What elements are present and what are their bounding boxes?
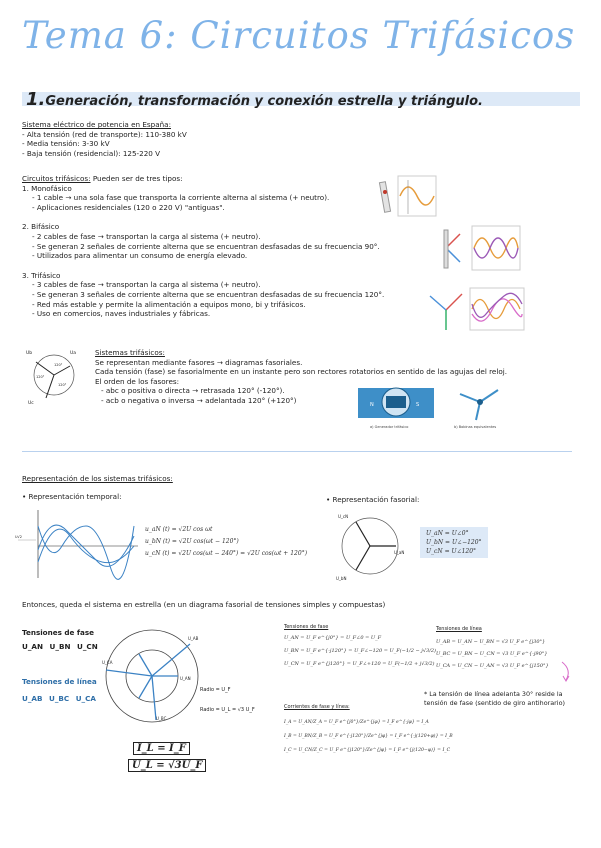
estrella-note: * La tensión de línea adelanta 30° reside la tensión de fase (sentido de giro antihorario)	[424, 690, 565, 707]
section-heading	[26, 89, 483, 110]
corriente-formula: I_B = U_BN/Z_B = U_F e^{-j120°}/Ze^{jφ} = I_F e^{-j(120+φ)} = I_B	[284, 734, 453, 739]
svg-text:S: S	[416, 402, 420, 408]
svg-text:U_aN: U_aN	[394, 550, 405, 555]
temporal-eq: u_bN (t) = √2U cos(ωt − 120°)	[145, 538, 239, 545]
box-current-text: I_L = I_F	[133, 742, 190, 755]
coils-figure	[446, 380, 516, 432]
fasor-eq: U_bN = U∠−120°	[426, 539, 482, 546]
mono-line: - 1 cable → una sola fase que transporta la corriente alterna al sistema (+ neutro).	[32, 193, 330, 203]
spain-line: - Baja tensión (residencial): 125-220 V	[22, 148, 161, 158]
star-phasor-diagram	[100, 622, 210, 726]
monofasico-figure	[378, 174, 438, 220]
svg-text:U√2: U√2	[15, 535, 23, 539]
corrientes-formulas	[284, 716, 453, 758]
fasor-eq: U_aN = U∠0°	[426, 530, 469, 537]
linea-items	[22, 694, 96, 704]
tri-line: - Uso en comercios, naves industriales y fábricas.	[32, 309, 211, 319]
fase-formula: U_AN = U_F e^{j0°} = U_F∠0 = U_F	[284, 635, 382, 641]
mono-line: - Aplicaciones residenciales (120 o 220 V) "antiguas".	[32, 202, 225, 212]
linea-item: U_CA	[75, 694, 96, 703]
spain-line: - Media tensión: 3-30 kV	[22, 139, 110, 149]
sistemas-line: - acb o negativa o inversa → adelantada 120° (+120°)	[101, 395, 297, 405]
bi-title: 2. Bifásico	[22, 222, 60, 232]
tri-line: - Se generan 3 señales de corriente alterna que se encuentran desfasadas de su frecuencia 120°.	[32, 289, 385, 299]
phasor-label: 120°	[36, 375, 45, 379]
linea-formulas	[436, 636, 549, 672]
phasor-label: Uc	[28, 401, 34, 406]
linea-formula: U_CA = U_CN − U_AN = √3 U_F e^{j150°}	[436, 663, 549, 669]
fase-formulas	[284, 632, 436, 671]
fase-formulas-title: Tensiones de fase	[284, 624, 329, 630]
phasor-label: 120°	[54, 363, 63, 367]
mono-title: 1. Monofásico	[22, 183, 72, 193]
fase-formula: U_BN = U_F e^{-j120°} = U_F∠−120 = U_F(−1/2 − j√3/2)	[284, 648, 437, 654]
types-heading: Circuitos trifásicos:	[22, 174, 91, 183]
phasor-label: Ub	[26, 351, 33, 356]
linea-formula: U_AB = U_AN − U_BN = √3 U_F e^{j30°}	[436, 639, 546, 645]
repr-fasorial-label: • Representación fasorial:	[326, 495, 420, 504]
corriente-formula: I_C = U_CN/Z_C = U_F e^{j120°}/Ze^{jφ} = I_F e^{j(120−φ)} = I_C	[284, 748, 451, 753]
svg-text:U_bN: U_bN	[336, 576, 347, 581]
tri-line: - Red más estable y permite la alimentación a equipos mono, bi y trifásicos.	[32, 299, 306, 309]
linea-formula: U_BC = U_BN − U_CN = √3 U_F e^{-j90°}	[436, 651, 548, 657]
corrientes-title: Corrientes de fase y línea:	[284, 704, 350, 710]
sistemas-line: - abc o positiva o directa → retrasada 120° (-120°).	[101, 386, 285, 396]
linea-item: U_BC	[49, 694, 70, 703]
fase-items	[22, 642, 98, 652]
temporal-waves-figure	[14, 506, 140, 582]
bi-line: - Utilizados para alimentar un consumo de energía elevado.	[32, 251, 248, 261]
fase-item: U_CN	[76, 642, 98, 651]
fase-item: U_BN	[49, 642, 71, 651]
radio-fase: Radio = U_F	[200, 687, 231, 693]
bi-line: - Se generan 2 señales de corriente alterna que se encuentran desfasadas de su frecuencia 90°.	[32, 241, 380, 251]
bi-line: - 2 cables de fase → transportan la carga al sistema (+ neutro).	[32, 231, 261, 241]
sistemas-line: El orden de los fasores:	[95, 376, 180, 386]
linea-title: Tensiones de línea	[22, 677, 97, 686]
phasor-label: Ua	[70, 351, 77, 356]
types-heading-rest: Pueden ser de tres tipos:	[90, 174, 183, 183]
tri-title: 3. Trifásico	[22, 270, 61, 280]
page-title: Tema 6: Circuitos Trifásicos	[22, 14, 576, 57]
temporal-equations	[145, 524, 307, 560]
repr-temporal-label: • Representación temporal:	[22, 492, 122, 501]
fase-title: Tensiones de fase	[22, 628, 95, 637]
section-heading-text: Generación, transformación y conexión estrella y triángulo.	[45, 94, 483, 109]
linea-item: U_AB	[22, 694, 43, 703]
spain-line: - Alta tensión (red de transporte): 110-380 kV	[22, 129, 187, 139]
tri-line: - 3 cables de fase → transportan la carga al sistema (+ neutro).	[32, 280, 261, 290]
corriente-formula: I_A = U_AN/Z_A = U_F e^{j0°}/Ze^{jφ} = I_F e^{-jφ} = I_A	[284, 720, 429, 725]
svg-text:U_CA: U_CA	[102, 660, 113, 665]
phasor-diagram-repr	[330, 508, 410, 584]
estrella-intro: Entonces, queda el sistema en estrella (en un diagrama fasorial de tensiones simples y compuestas)	[22, 600, 386, 609]
repr-heading: Representación de los sistemas trifásicos:	[22, 474, 173, 483]
sistemas-line: Cada tensión (fase) se fasorialmente en un instante pero son rectores rotatorios en sentido de las agujas del reloj.	[95, 367, 508, 377]
spain-heading: Sistema eléctrico de potencia en España:	[22, 120, 171, 129]
svg-text:U_BC: U_BC	[156, 716, 167, 721]
svg-text:U_AB: U_AB	[188, 636, 199, 641]
radio-linea: Radio = U_L = √3 U_F	[200, 707, 255, 713]
phasor-diagram-small	[24, 344, 84, 406]
fase-formula: U_CN = U_F e^{j120°} = U_F∠+120 = U_F(−1/2 + j√3/2)	[284, 661, 435, 667]
temporal-eq: u_cN (t) = √2U cos(ωt − 240°) = √2U cos(ωt + 120°)	[145, 550, 308, 557]
svg-text:N: N	[370, 402, 374, 408]
temporal-eq: u_aN (t) = √2U cos ωt	[145, 526, 213, 533]
section-number: 1.	[26, 89, 46, 110]
generator-caption: a) Generador trifásico	[370, 425, 409, 429]
box-voltage	[128, 753, 206, 772]
trifasico-figure	[422, 284, 528, 334]
linea-formulas-title: Tensiones de línea	[436, 626, 482, 632]
fase-item: U_AN	[22, 642, 44, 651]
types-block	[22, 174, 384, 319]
sistemas-heading: Sistemas trifásicos:	[95, 348, 165, 357]
bifasico-figure	[432, 222, 524, 274]
svg-text:U_AN: U_AN	[180, 676, 191, 681]
generator-figure	[356, 380, 436, 432]
spain-block	[22, 120, 187, 158]
pink-arrow-icon	[560, 660, 574, 684]
section-divider	[22, 451, 572, 452]
svg-text:U_cN: U_cN	[338, 514, 349, 519]
sistemas-line: Se representan mediante fasores → diagramas fasoriales.	[95, 357, 303, 367]
coils-caption: b) Bobinas equivalentes	[454, 425, 497, 429]
box-voltage-text: U_L = √3U_F	[128, 759, 206, 772]
phasor-label: 120°	[58, 383, 67, 387]
fasor-eq: U_cN = U∠120°	[426, 548, 477, 555]
fasor-equations	[420, 527, 488, 558]
